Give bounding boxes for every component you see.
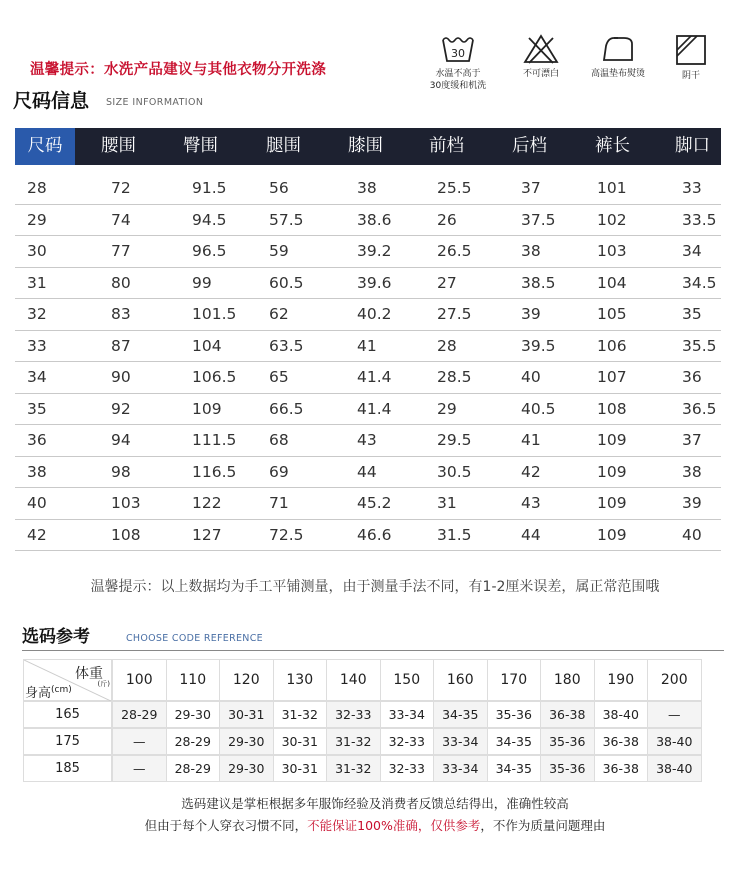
- table-cell: 69: [269, 462, 289, 481]
- reference-cell: 38-40: [647, 728, 702, 755]
- table-cell: 41: [521, 431, 541, 449]
- table-row: [15, 331, 721, 363]
- table-cell: 30: [27, 242, 47, 260]
- table-cell: 105: [597, 305, 627, 323]
- care-label: 阴干: [681, 71, 700, 81]
- table-cell: 107: [597, 368, 627, 386]
- table-cell: 39.5: [521, 336, 556, 355]
- weight-header-cell: 130: [273, 659, 328, 701]
- table-cell: 122: [192, 494, 222, 512]
- divider: [22, 650, 724, 651]
- care-item-iron: [588, 34, 648, 80]
- reference-cell: 29-30: [219, 755, 274, 782]
- header-cell: 腰围: [101, 136, 136, 156]
- table-cell: 39.6: [357, 273, 392, 292]
- header-cell: 裤长: [595, 136, 630, 156]
- table-cell: 31.5: [437, 525, 472, 544]
- table-row: [15, 236, 721, 268]
- table-cell: 38: [682, 462, 702, 481]
- reference-cell: 34-35: [487, 728, 542, 755]
- table-cell: 109: [597, 525, 627, 544]
- table-row: [15, 205, 721, 237]
- reference-cell: 31-32: [273, 701, 328, 728]
- table-cell: 108: [111, 525, 141, 544]
- care-label: 水温不高于: [435, 69, 481, 79]
- table-cell: 43: [521, 494, 541, 512]
- measure-note: 温馨提示：以上数据均为手工平铺测量，由于测量手法不同，有1-2厘米误差，属正常范围哦: [90, 579, 660, 595]
- table-cell: 29: [27, 210, 47, 229]
- reference-cell: 36-38: [594, 728, 649, 755]
- table-cell: 39.2: [357, 242, 392, 260]
- table-cell: 92: [111, 399, 131, 418]
- table-cell: 109: [597, 431, 627, 449]
- reference-subtitle: CHOOSE CODE REFERENCE: [126, 633, 263, 644]
- table-cell: 41.4: [357, 368, 392, 386]
- header-cell: 膝围: [348, 136, 383, 156]
- table-cell: 33: [682, 179, 702, 197]
- table-cell: 36: [682, 368, 702, 386]
- table-cell: 28.5: [437, 368, 472, 386]
- reference-corner-cell: [23, 659, 112, 701]
- care-item-dry: [661, 34, 721, 82]
- height-unit: (cm): [51, 685, 72, 695]
- reference-title: 选码参考: [22, 627, 90, 647]
- reference-cell: 28-29: [166, 755, 221, 782]
- table-cell: 108: [597, 399, 627, 418]
- table-cell: 46.6: [357, 525, 392, 544]
- table-cell: 65: [269, 368, 289, 386]
- table-cell: 109: [597, 462, 627, 481]
- header-cell: 后档: [512, 136, 547, 156]
- table-cell: 96.5: [192, 242, 227, 260]
- table-cell: 31: [437, 494, 457, 512]
- table-row: [15, 173, 721, 205]
- table-cell: 38: [357, 179, 377, 197]
- reference-cell: 36-38: [594, 755, 649, 782]
- reference-cell: 32-33: [326, 701, 381, 728]
- table-cell: 29.5: [437, 431, 472, 449]
- table-cell: 41: [357, 336, 377, 355]
- reference-cell: —: [112, 755, 167, 782]
- table-cell: 29: [437, 399, 457, 418]
- reference-cell: 32-33: [380, 728, 435, 755]
- height-cell: 185: [23, 755, 112, 782]
- table-cell: 38: [27, 462, 47, 481]
- table-cell: 28: [437, 336, 457, 355]
- table-cell: 104: [597, 273, 627, 292]
- table-cell: 37: [682, 431, 702, 449]
- reference-cell: 35-36: [540, 755, 595, 782]
- reference-cell: 34-35: [487, 755, 542, 782]
- reference-cell: 38-40: [647, 755, 702, 782]
- reference-cell: —: [647, 701, 702, 728]
- table-cell: 31: [27, 273, 47, 292]
- weight-header-cell: 180: [540, 659, 595, 701]
- table-cell: 27: [437, 273, 457, 292]
- table-cell: 42: [27, 525, 47, 544]
- wash-30-icon: [441, 34, 475, 64]
- reference-cell: 33-34: [433, 755, 488, 782]
- reference-cell: 33-34: [380, 701, 435, 728]
- table-cell: 40: [27, 494, 47, 512]
- table-cell: 30.5: [437, 462, 472, 481]
- weight-unit: (斤): [97, 680, 110, 688]
- table-cell: 77: [111, 242, 131, 260]
- care-item-wash: [428, 34, 488, 92]
- table-cell: 98: [111, 462, 131, 481]
- table-cell: 60.5: [269, 273, 304, 292]
- table-cell: 34: [682, 242, 702, 260]
- reference-cell: 30-31: [219, 701, 274, 728]
- table-cell: 38.5: [521, 273, 556, 292]
- table-cell: 38.6: [357, 210, 392, 229]
- table-cell: 45.2: [357, 494, 392, 512]
- weight-header-cell: 160: [433, 659, 488, 701]
- table-cell: 87: [111, 336, 131, 355]
- table-row: [15, 299, 721, 331]
- table-cell: 72.5: [269, 525, 304, 544]
- table-cell: 103: [111, 494, 141, 512]
- disclaimer-warning: 不能保证100%准确，仅供参考: [307, 818, 481, 833]
- table-cell: 43: [357, 431, 377, 449]
- table-cell: 66.5: [269, 399, 304, 418]
- disclaimer-text: ，不作为质量问题理由: [480, 818, 606, 833]
- table-cell: 34: [27, 368, 47, 386]
- table-cell: 36: [27, 431, 47, 449]
- care-label: 高温垫布熨烫: [590, 69, 645, 79]
- reference-cell: 36-38: [540, 701, 595, 728]
- table-cell: 37: [521, 179, 541, 197]
- table-cell: 35.5: [682, 336, 717, 355]
- table-cell: 91.5: [192, 179, 227, 197]
- reference-cell: 29-30: [166, 701, 221, 728]
- table-cell: 39: [682, 494, 702, 512]
- table-cell: 41.4: [357, 399, 392, 418]
- header-cell: 脚口: [675, 136, 710, 156]
- table-row: [15, 425, 721, 457]
- weight-header-cell: 110: [166, 659, 221, 701]
- table-cell: 74: [111, 210, 131, 229]
- table-cell: 109: [597, 494, 627, 512]
- no-bleach-icon: [523, 34, 559, 64]
- shade-dry-icon: [675, 34, 707, 66]
- reference-cell: 38-40: [594, 701, 649, 728]
- reference-cell: 29-30: [219, 728, 274, 755]
- table-cell: 44: [357, 462, 377, 481]
- table-cell: 127: [192, 525, 222, 544]
- size-table-header: [15, 128, 721, 165]
- table-cell: 32: [27, 305, 47, 323]
- table-cell: 26.5: [437, 242, 472, 260]
- table-cell: 34.5: [682, 273, 717, 292]
- disclaimer-line-1: 选码建议是掌柜根据多年服饰经验及消费者反馈总结得出，准确性较高: [181, 796, 569, 811]
- table-cell: 42: [521, 462, 541, 481]
- reference-cell: 30-31: [273, 755, 328, 782]
- reference-cell: 28-29: [166, 728, 221, 755]
- table-cell: 106.5: [192, 368, 237, 386]
- table-cell: 40.5: [521, 399, 556, 418]
- reference-cell: 32-33: [380, 755, 435, 782]
- table-cell: 56: [269, 179, 289, 197]
- weight-label: 体重: [75, 666, 103, 682]
- table-cell: 59: [269, 242, 289, 260]
- header-cell: 前档: [429, 136, 464, 156]
- table-cell: 83: [111, 305, 131, 323]
- table-cell: 63.5: [269, 336, 304, 355]
- table-cell: 33.5: [682, 210, 717, 229]
- table-cell: 99: [192, 273, 212, 292]
- table-row: [15, 268, 721, 300]
- reference-cell: —: [112, 728, 167, 755]
- size-table-body: [15, 173, 721, 551]
- table-cell: 35: [682, 305, 702, 323]
- header-cell: 尺码: [15, 128, 75, 165]
- table-cell: 90: [111, 368, 131, 386]
- table-cell: 68: [269, 431, 289, 449]
- table-row: [15, 394, 721, 426]
- table-cell: 44: [521, 525, 541, 544]
- height-cell: 165: [23, 701, 112, 728]
- table-cell: 80: [111, 273, 131, 292]
- table-cell: 27.5: [437, 305, 472, 323]
- table-cell: 116.5: [192, 462, 237, 481]
- table-cell: 38: [521, 242, 541, 260]
- table-cell: 71: [269, 494, 289, 512]
- table-cell: 101: [597, 179, 627, 197]
- care-label: 30度缓和机洗: [429, 81, 487, 91]
- weight-header-cell: 140: [326, 659, 381, 701]
- reference-cell: 31-32: [326, 755, 381, 782]
- height-cell: 175: [23, 728, 112, 755]
- weight-header-cell: 200: [647, 659, 702, 701]
- table-cell: 62: [269, 305, 289, 323]
- reference-cell: 33-34: [433, 728, 488, 755]
- table-cell: 33: [27, 336, 47, 355]
- reference-cell: 30-31: [273, 728, 328, 755]
- weight-header-cell: 170: [487, 659, 542, 701]
- table-cell: 101.5: [192, 305, 237, 323]
- table-cell: 39: [521, 305, 541, 323]
- care-tip: 温馨提示：水洗产品建议与其他衣物分开洗涤: [30, 62, 326, 78]
- height-label: 身高: [25, 686, 52, 701]
- reference-cell: 35-36: [487, 701, 542, 728]
- table-cell: 40: [682, 525, 702, 544]
- reference-cell: 28-29: [112, 701, 167, 728]
- table-cell: 111.5: [192, 431, 237, 449]
- table-cell: 25.5: [437, 179, 472, 197]
- weight-header-cell: 190: [594, 659, 649, 701]
- disclaimer-text: 但由于每个人穿衣习惯不同，: [144, 818, 308, 833]
- table-cell: 72: [111, 179, 131, 197]
- header-cell: 腿围: [266, 136, 301, 156]
- table-cell: 106: [597, 336, 627, 355]
- reference-cell: 31-32: [326, 728, 381, 755]
- size-table: [15, 128, 721, 551]
- weight-header-cell: 150: [380, 659, 435, 701]
- table-cell: 37.5: [521, 210, 556, 229]
- table-cell: 109: [192, 399, 222, 418]
- table-cell: 26: [437, 210, 457, 229]
- header-cell: 臀围: [183, 136, 218, 156]
- table-cell: 28: [27, 179, 47, 197]
- weight-header-cell: 100: [112, 659, 167, 701]
- table-cell: 35: [27, 399, 47, 418]
- table-cell: 36.5: [682, 399, 717, 418]
- table-cell: 104: [192, 336, 222, 355]
- table-row: [15, 457, 721, 489]
- table-cell: 94: [111, 431, 131, 449]
- reference-cell: 35-36: [540, 728, 595, 755]
- table-cell: 40.2: [357, 305, 392, 323]
- iron-icon: [600, 34, 636, 64]
- reference-cell: 34-35: [433, 701, 488, 728]
- table-cell: 102: [597, 210, 627, 229]
- size-info-title: 尺码信息: [13, 90, 90, 112]
- table-cell: 57.5: [269, 210, 304, 229]
- disclaimer-line-2: [0, 816, 750, 834]
- table-cell: 103: [597, 242, 627, 260]
- weight-header-cell: 120: [219, 659, 274, 701]
- size-info-subtitle: SIZE INFORMATION: [106, 97, 204, 108]
- table-row: [15, 520, 721, 552]
- table-row: [15, 488, 721, 520]
- table-cell: 94.5: [192, 210, 227, 229]
- table-row: [15, 362, 721, 394]
- svg-text:30: 30: [451, 47, 465, 60]
- table-cell: 40: [521, 368, 541, 386]
- care-label: 不可漂白: [522, 69, 559, 79]
- care-item-bleach: [511, 34, 571, 80]
